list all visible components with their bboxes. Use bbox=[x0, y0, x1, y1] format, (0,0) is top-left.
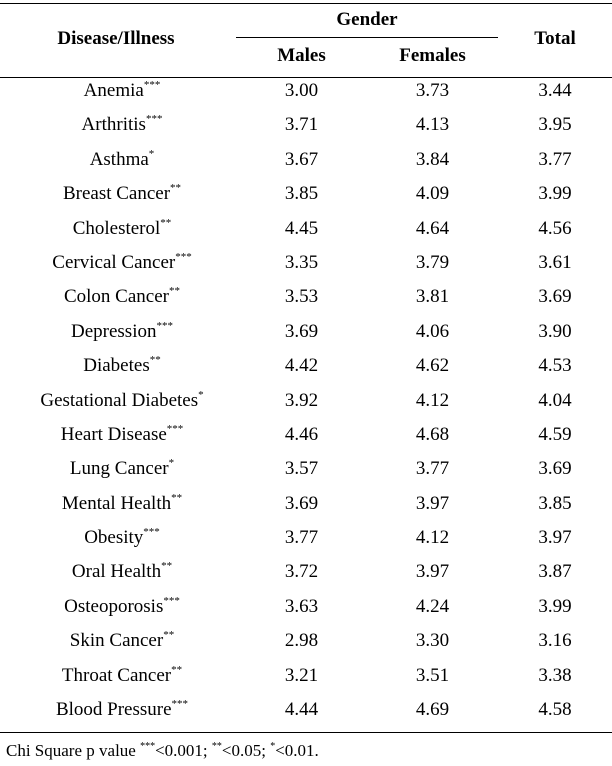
total-value: 3.38 bbox=[538, 664, 572, 686]
disease-name: Oral Health bbox=[71, 561, 162, 583]
disease-name: Heart Disease bbox=[60, 423, 167, 445]
total-value: 3.77 bbox=[538, 148, 572, 170]
significance-marker: *** bbox=[156, 319, 173, 332]
total-value: 3.97 bbox=[538, 527, 572, 549]
females-value: 3.77 bbox=[415, 458, 450, 480]
significance-marker: ** bbox=[170, 182, 182, 195]
disease-name: Blood Pressure bbox=[55, 699, 172, 721]
footnote-sig-1: *** bbox=[140, 741, 156, 752]
disease-name-cell bbox=[0, 521, 244, 555]
table-row bbox=[0, 487, 612, 521]
table-row bbox=[0, 452, 612, 486]
disease-name-cell bbox=[0, 555, 244, 589]
significance-marker: ** bbox=[149, 354, 161, 367]
disease-name-cell bbox=[0, 418, 244, 452]
significance-marker: * bbox=[168, 457, 175, 470]
significance-marker: *** bbox=[163, 594, 180, 607]
significance-marker: *** bbox=[143, 526, 160, 539]
females-value: 4.12 bbox=[415, 527, 450, 549]
table-row bbox=[0, 624, 612, 658]
significance-marker: ** bbox=[171, 663, 183, 676]
disease-name: Throat Cancer bbox=[61, 664, 172, 686]
footnote-text-2: <0.05; bbox=[221, 741, 271, 760]
table-row bbox=[0, 349, 612, 383]
females-value: 4.12 bbox=[415, 389, 450, 411]
significance-marker: ** bbox=[169, 285, 180, 298]
header-total: Total bbox=[534, 28, 576, 49]
disease-name-cell bbox=[0, 280, 244, 314]
males-value: 4.46 bbox=[284, 423, 319, 445]
total-value: 4.53 bbox=[538, 355, 572, 377]
total-value: 4.04 bbox=[538, 389, 572, 411]
disease-name: Cholesterol bbox=[72, 217, 161, 239]
disease-name-cell bbox=[0, 590, 244, 624]
males-value: 3.71 bbox=[284, 114, 319, 136]
males-value: 3.67 bbox=[284, 148, 319, 170]
disease-name: Colon Cancer bbox=[63, 286, 169, 308]
table-row bbox=[0, 74, 612, 108]
males-value: 3.77 bbox=[284, 527, 319, 549]
disease-name-cell bbox=[0, 487, 244, 521]
disease-name: Arthritis bbox=[81, 114, 146, 136]
header-males: Males bbox=[277, 45, 326, 66]
total-value: 3.16 bbox=[538, 630, 572, 652]
table-row bbox=[0, 693, 612, 727]
total-value: 3.69 bbox=[538, 458, 572, 480]
females-value: 4.62 bbox=[415, 355, 450, 377]
table-row bbox=[0, 590, 612, 624]
males-value: 3.21 bbox=[284, 664, 319, 686]
disease-name: Skin Cancer bbox=[69, 630, 164, 652]
disease-name-cell bbox=[0, 177, 244, 211]
females-value: 4.06 bbox=[415, 320, 450, 342]
total-value: 3.95 bbox=[538, 114, 572, 136]
table-row bbox=[0, 280, 612, 314]
females-value: 3.73 bbox=[415, 80, 450, 101]
disease-name-cell bbox=[0, 693, 244, 727]
footnote-prefix: Chi Square p value bbox=[6, 741, 141, 760]
table-row bbox=[0, 108, 612, 142]
header-gender: Gender bbox=[336, 9, 398, 30]
disease-name-cell bbox=[0, 212, 244, 246]
females-value: 4.69 bbox=[415, 699, 450, 721]
males-value: 3.69 bbox=[284, 320, 319, 342]
significance-marker: * bbox=[198, 388, 204, 401]
table-row bbox=[0, 418, 612, 452]
total-value: 3.44 bbox=[538, 80, 572, 101]
females-value: 3.79 bbox=[415, 251, 450, 273]
table-row bbox=[0, 177, 612, 211]
disease-name: Lung Cancer bbox=[69, 458, 169, 480]
header-females: Females bbox=[399, 45, 466, 66]
disease-name: Asthma bbox=[89, 148, 149, 170]
females-value: 3.30 bbox=[415, 630, 450, 652]
significance-marker: * bbox=[148, 147, 155, 160]
females-value: 4.64 bbox=[415, 217, 450, 239]
males-value: 3.35 bbox=[284, 251, 319, 273]
females-value: 3.51 bbox=[415, 664, 450, 686]
disease-name: Depression bbox=[71, 320, 157, 342]
significance-marker: *** bbox=[166, 422, 184, 435]
footnote-text-1: <0.001; bbox=[155, 741, 212, 760]
disease-name-cell bbox=[0, 384, 244, 418]
disease-name-cell bbox=[0, 659, 244, 693]
females-value: 4.13 bbox=[415, 114, 450, 136]
males-value: 3.85 bbox=[284, 183, 319, 205]
disease-name-cell bbox=[0, 315, 244, 349]
males-value: 3.00 bbox=[284, 80, 319, 101]
gender-span-rule bbox=[236, 37, 498, 38]
males-value: 3.63 bbox=[284, 595, 319, 617]
significance-marker: ** bbox=[160, 216, 172, 229]
total-value: 4.58 bbox=[538, 699, 572, 721]
disease-name: Gestational Diabetes bbox=[40, 389, 199, 411]
females-value: 4.09 bbox=[415, 183, 450, 205]
males-value: 3.92 bbox=[284, 389, 319, 411]
total-value: 3.87 bbox=[538, 561, 572, 583]
disease-name: Anemia bbox=[83, 80, 144, 101]
males-value: 3.69 bbox=[284, 492, 319, 514]
total-value: 3.69 bbox=[538, 286, 572, 308]
significance-marker: ** bbox=[163, 629, 175, 642]
disease-name-cell bbox=[0, 143, 244, 177]
footnote-sig-2: ** bbox=[211, 741, 222, 752]
disease-name: Diabetes bbox=[83, 355, 150, 377]
males-value: 4.45 bbox=[284, 217, 319, 239]
significance-marker: ** bbox=[171, 491, 183, 504]
significance-marker: *** bbox=[175, 250, 192, 263]
females-value: 3.81 bbox=[415, 286, 450, 308]
males-value: 4.42 bbox=[284, 355, 319, 377]
header-disease: Disease/Illness bbox=[57, 28, 175, 49]
females-value: 3.97 bbox=[415, 492, 450, 514]
total-value: 3.99 bbox=[538, 183, 572, 205]
table-row bbox=[0, 246, 612, 280]
total-value: 3.85 bbox=[538, 492, 572, 514]
significance-marker: *** bbox=[143, 79, 161, 91]
males-value: 3.53 bbox=[284, 286, 319, 308]
disease-name: Obesity bbox=[84, 527, 144, 549]
females-value: 4.68 bbox=[415, 423, 450, 445]
table-row bbox=[0, 315, 612, 349]
total-value: 3.90 bbox=[538, 320, 572, 342]
disease-name-cell bbox=[0, 624, 244, 658]
females-value: 3.97 bbox=[415, 561, 450, 583]
footnote-sig-3: * bbox=[270, 741, 276, 752]
table-row bbox=[0, 521, 612, 555]
disease-name-cell bbox=[0, 108, 244, 142]
males-value: 3.57 bbox=[284, 458, 319, 480]
total-value: 3.99 bbox=[538, 595, 572, 617]
significance-marker: ** bbox=[161, 560, 173, 573]
disease-name: Breast Cancer bbox=[62, 183, 171, 205]
table-row bbox=[0, 659, 612, 693]
significance-marker: *** bbox=[145, 113, 163, 126]
table-row bbox=[0, 212, 612, 246]
table-top-rule bbox=[0, 3, 612, 4]
males-value: 3.72 bbox=[284, 561, 319, 583]
table-row bbox=[0, 143, 612, 177]
disease-name: Cervical Cancer bbox=[52, 251, 176, 273]
significance-marker: *** bbox=[171, 698, 189, 711]
table-body bbox=[0, 74, 612, 727]
disease-name-cell bbox=[0, 74, 244, 108]
disease-name: Osteoporosis bbox=[64, 595, 164, 617]
disease-name-cell bbox=[0, 349, 244, 383]
females-value: 4.24 bbox=[415, 595, 450, 617]
disease-name: Mental Health bbox=[61, 492, 172, 514]
total-value: 3.61 bbox=[538, 251, 572, 273]
males-value: 2.98 bbox=[284, 630, 319, 652]
footnote bbox=[6, 740, 319, 762]
total-value: 4.56 bbox=[538, 217, 572, 239]
table-row bbox=[0, 555, 612, 589]
disease-name-cell bbox=[0, 452, 244, 486]
footnote-text-3: <0.01. bbox=[275, 741, 319, 760]
females-value: 3.84 bbox=[415, 148, 450, 170]
disease-name-cell bbox=[0, 246, 244, 280]
total-value: 4.59 bbox=[538, 423, 572, 445]
table-row bbox=[0, 384, 612, 418]
males-value: 4.44 bbox=[284, 699, 319, 721]
table-bottom-rule bbox=[0, 732, 612, 733]
